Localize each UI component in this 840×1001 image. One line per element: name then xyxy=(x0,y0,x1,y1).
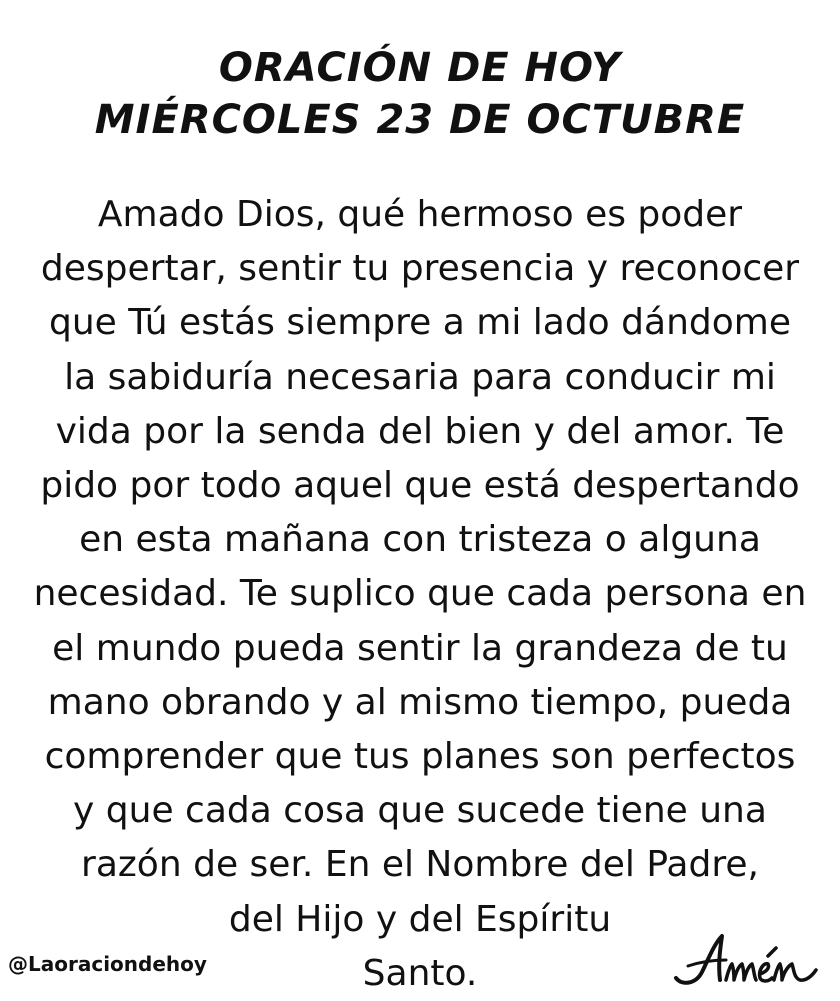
prayer-line: del Hijo y del Espíritu xyxy=(228,898,612,940)
prayer-line: despertar, sentir tu presencia y reconocer xyxy=(40,248,800,290)
social-handle: @Laoraciondehoy xyxy=(8,952,207,976)
prayer-line: el mundo pueda sentir la grandeza de tu xyxy=(52,627,788,669)
prayer-line: razón de ser. En el Nombre del Padre, xyxy=(81,844,759,886)
amen-signature xyxy=(672,926,822,992)
prayer-line: y que cada cosa que sucede tiene una xyxy=(73,790,767,832)
prayer-line: necesidad. Te suplico que cada persona en xyxy=(33,573,807,615)
prayer-text xyxy=(0,188,840,1001)
amen-script-logo xyxy=(672,926,822,992)
prayer-line: comprender que tus planes son perfectos xyxy=(44,736,796,778)
prayer-line: pido por todo aquel que está despertando xyxy=(40,465,800,507)
title-block xyxy=(0,42,840,146)
prayer-line: la sabiduría necesaria para conducir mi xyxy=(64,356,776,398)
prayer-line: mano obrando y al mismo tiempo, pueda xyxy=(47,681,793,723)
page-date: MIÉRCOLES 23 DE OCTUBRE xyxy=(94,97,746,143)
prayer-line: vida por la senda del bien y del amor. Te xyxy=(55,410,785,452)
prayer-line: Santo. xyxy=(362,952,478,994)
prayer-line: en esta mañana con tristeza o alguna xyxy=(79,519,761,561)
prayer-line: que Tú estás siempre a mi lado dándome xyxy=(49,302,791,344)
page-title: ORACIÓN DE HOY xyxy=(218,45,622,91)
prayer-line: Amado Dios, qué hermoso es poder xyxy=(97,194,743,235)
